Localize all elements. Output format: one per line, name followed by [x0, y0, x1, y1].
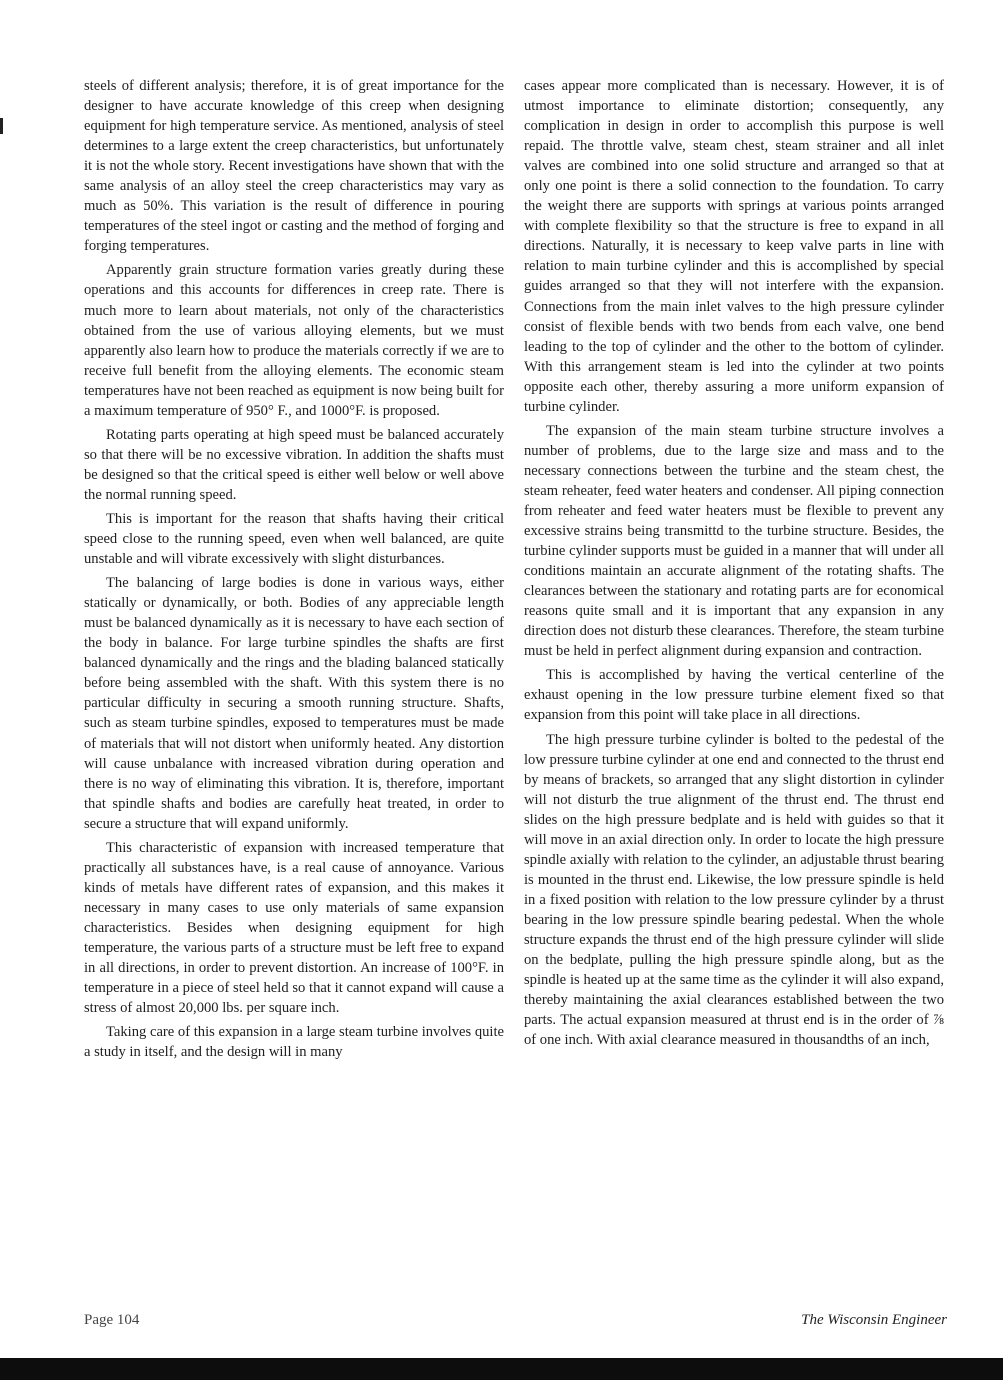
- paragraph: The balancing of large bodies is done in various ways, either statically or dynamically, or both. Bodies of any appreciable length must be balanced dynamically as it is necessary to have each section of the body in balance. For large turbine spindles the shafts are first balanced dynamically and the rings and the blading balanced statically before being assembled with the shaft. With this system there is no particular difficulty in securing a smooth running structure. Shafts, such as steam turbine spindles, exposed to temperatures must be made of materials that will not distort when uniformly heated. Any distortion will cause unbalance with increased vibration during operation and there is no way of eliminating this vibration. It is, therefore, important that spindle shafts and bodies are carefully heat treated, in order to secure a structure that will expand uniformly.: [84, 575, 504, 832]
- scan-bottom-border: [0, 1358, 1003, 1380]
- paragraph: The expansion of the main steam turbine structure involves a number of problems, due to the large size and mass and to the necessary connections between the turbine and the steam chest, the steam reheater, feed water heaters and condenser. All piping connection from reheater and feed water heaters must be flexible to prevent any excessive strains being transmittd to the turbine structure. Besides, the turbine cylinder supports must be guided in a manner that will under all conditions maintain an accurate alignment of the rotating shafts. The clearances between the stationary and rotating parts are for economical reasons quite small and it is important that any expansion in any direction does not disturb these clearances. Therefore, the steam turbine must be held in perfect alignment during expansion and contraction.: [524, 422, 944, 660]
- paragraph: This is important for the reason that shafts having their critical speed close to the running speed, even when well balanced, are quite unstable and will vibrate excessively with slight disturbances.: [84, 510, 504, 568]
- paragraph: cases appear more complicated than is necessary. However, it is of utmost importance to eliminate distortion; consequently, any complication in design in order to accomplish this purpose is well repaid. The throttle valve, steam chest, steam strainer and all inlet valves are combined into one solid structure and arranged so that at only one point is there a solid connection to the foundation. To carry the weight there are supports with springs at various points arranged with complete flexibility so that the structure is free to expand in all directions. Naturally, it is necessary to keep valve parts in line with relation to main turbine cylinder and this is accomplished by special guides arranged so that they will not interfere with the expansion. Connections from the main inlet valves to the high pressure cylinder consist of flexible bends with two bends from each valve, one bend leading to the top of cylinder and the other to the bottom of cylinder. With this arrangement steam is led into the cylinder at two points opposite each other, thereby assuring a more uniform expansion of turbine cylinder.: [524, 78, 944, 415]
- paragraph: This is accomplished by having the vertical centerline of the exhaust opening in the low pressure turbine element fixed so that expansion from this point will take place in all directions.: [524, 667, 944, 724]
- paragraph: Rotating parts operating at high speed must be balanced accurately so that there will be no excessive vibration. In addition the shafts must be designed so that the critical speed is either well below or well above the normal running speed.: [84, 426, 504, 503]
- paragraph: This characteristic of expansion with increased temperature that practically all substances have, is a real cause of annoyance. Various kinds of metals have different rates of expansion, and this makes it necessary in many cases to use only materials of same expansion characteristics. Besides when designing equipment for high temperature, the various parts of a structure must be left free to expand in all directions, in order to prevent distortion. An increase of 100°F. in temperature in a piece of steel held so that it cannot expand will cause a stress of almost 20,000 lbs. per square inch.: [84, 839, 504, 1017]
- paragraph: Apparently grain structure formation varies greatly during these operations and this accounts for differences in creep rate. There is much more to learn about materials, not only of the characteristics obtained from the use of various alloying elements, but we must apparently also learn how to produce the materials correctly if we are to receive full benefit from the alloying elements. The economic steam temperatures have not been reached as equipment is now being built for a maximum temperature of 950° F., and 1000°F. is proposed.: [84, 262, 504, 419]
- right-text-column: [524, 76, 944, 1054]
- paragraph: Taking care of this expansion in a large steam turbine involves quite a study in itself, and the design will in many: [84, 1024, 504, 1061]
- scan-edge-mark: [0, 118, 3, 134]
- paragraph: The high pressure turbine cylinder is bolted to the pedestal of the low pressure turbine cylinder at one end and connected to the thrust end by means of brackets, so arranged that any slight distortion in cylinder will not disturb the true alignment of the thrust end. The thrust end slides on the high pressure bedplate and is held with guides so that it will move in an axial direction only. In order to locate the high pressure spindle axially with relation to the cylinder, an adjustable thrust bearing is mounted in the thrust end. Likewise, the low pressure spindle is held in a fixed position with relation to the low pressure cylinder by a thrust bearing in the low pressure spindle bearing pedestal. When the whole structure expands the thrust end of the high pressure cylinder will slide on the bedplate, pulling the high pressure spindle along, but as the spindle is heated up at the same time as the cylinder it will also expand, thereby maintaining the axial clearances established between the two parts. The actual expansion measured at thrust end is in the order of ⅞ of one inch. With axial clearance measured in thousandths of an inch,: [524, 731, 944, 1049]
- publication-title: The Wisconsin Engineer: [801, 1312, 947, 1328]
- left-text-column: [84, 76, 504, 1066]
- paragraph: steels of different analysis; therefore, it is of great importance for the designer to have accurate knowledge of this creep when designing equipment for high temperature service. As mentioned, analysis of steel determines to a large extent the creep characteristics, but unfortunately it is not the whole story. Recent investigations have shown that with the same analysis of an alloy steel the creep characteristics may vary as much as 50%. This variation is the result of difference in pouring temperatures of the steel ingot or casting and the method of forging and forging temperatures.: [84, 78, 504, 255]
- page-number: Page 104: [84, 1312, 140, 1328]
